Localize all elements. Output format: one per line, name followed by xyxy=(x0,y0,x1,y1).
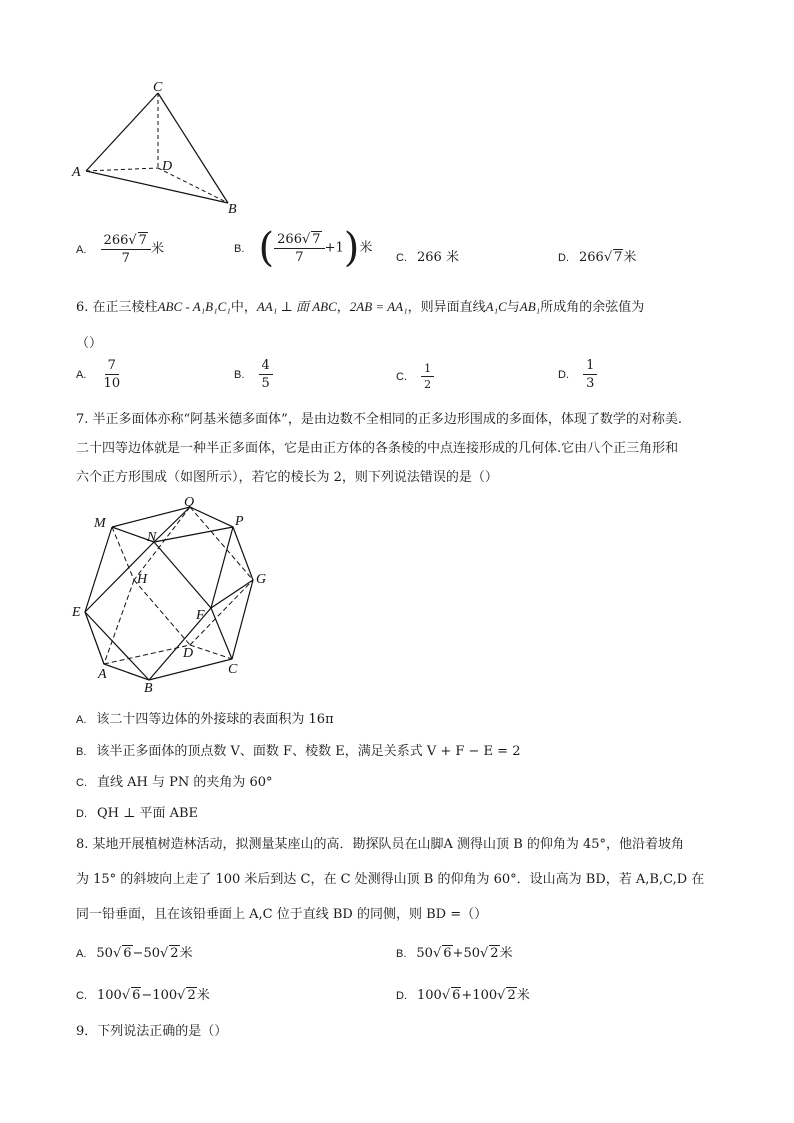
text: ， xyxy=(336,300,350,315)
option-text: 该半正多面体的顶点数 V、面数 F、棱数 E，满足关系式 V + F − E = 2 xyxy=(96,744,521,759)
option-text: 该二十四等边体的外接球的表面积为 16π xyxy=(96,712,334,727)
denominator: 3 xyxy=(586,376,595,391)
fraction xyxy=(259,358,273,391)
q8-stem-line-1: 8. 某地开展植树造林活动，拟测量某座山的高．勘探队员在山脚A 测得山顶 B 的仰角为 45°，他沿着坡角 xyxy=(76,837,685,852)
text: 在正三棱柱 xyxy=(92,300,158,315)
coef-a: 100 xyxy=(417,988,442,1003)
q5-option-a[interactable] xyxy=(76,232,164,266)
fraction xyxy=(101,358,124,391)
coef-b: 50 xyxy=(143,946,160,961)
coef-a: 50 xyxy=(416,946,433,961)
vertex-label-d: D xyxy=(162,159,173,174)
numerator: 4 xyxy=(259,358,273,375)
option-label: A. xyxy=(76,714,87,726)
denominator: 7 xyxy=(121,251,130,266)
option-label: B. xyxy=(76,746,87,758)
option-text: 直线 AH 与 PN 的夹角为 60° xyxy=(97,775,273,790)
prism-name: ABC - A₁B₁C₁ xyxy=(157,299,231,314)
q7-stem-line-2: 二十四等边体就是一种半正多面体，它是由正方体的各条棱的中点连接形成的几何体.它由八个正三角形和 xyxy=(76,441,679,456)
operator: − xyxy=(132,946,144,961)
q5-option-d[interactable] xyxy=(558,246,636,265)
q7-option-a[interactable] xyxy=(76,708,334,727)
coefficient: 266 xyxy=(579,250,604,265)
q6-option-a[interactable] xyxy=(76,358,123,391)
fraction xyxy=(274,231,324,265)
option-label: D. xyxy=(396,990,407,1002)
option-text: 266 米 xyxy=(417,250,459,265)
unit: 米 xyxy=(499,946,513,961)
vertex-label-a: A xyxy=(72,165,81,180)
option-label: C. xyxy=(396,371,407,383)
q6-blank: （） xyxy=(76,336,103,351)
line-ab1: AB₁ xyxy=(519,299,541,314)
unit: 米 xyxy=(359,240,373,256)
edge-cb xyxy=(158,93,228,203)
vertex-label-e: E xyxy=(72,605,81,620)
radicand-1: 6 xyxy=(123,946,132,961)
unit: 米 xyxy=(623,250,637,265)
option-label: A. xyxy=(76,948,87,960)
tetrahedron-figure xyxy=(70,78,250,218)
q6-option-d[interactable] xyxy=(558,358,597,391)
vertex-label-m: M xyxy=(94,516,106,531)
text: 与 xyxy=(506,300,520,315)
option-label: D. xyxy=(558,369,569,381)
q7-option-b[interactable] xyxy=(76,740,520,759)
radicand-1: 6 xyxy=(443,946,452,961)
option-text: QH ⊥ 平面 ABE xyxy=(97,806,199,821)
vertex-label-q: Q xyxy=(184,495,195,510)
option-label: D. xyxy=(558,252,569,264)
radicand-2: 2 xyxy=(187,988,196,1003)
edge-ad xyxy=(86,168,158,171)
operator: + xyxy=(461,988,473,1003)
numerator: 266 xyxy=(103,233,129,248)
option-label: C. xyxy=(76,990,87,1002)
fraction xyxy=(421,362,434,391)
numerator: 1 xyxy=(583,358,597,375)
radicand-2: 2 xyxy=(507,988,516,1003)
cuboctahedron-figure xyxy=(68,495,278,695)
vertex-label-d: D xyxy=(183,646,194,661)
q7-stem-line-1: 7. 半正多面体亦称“阿基米德多面体”，是由边数不全相同的正多边形围成的多面体，体现了数学的对称美. xyxy=(76,412,682,427)
solid-edges xyxy=(85,507,253,680)
denominator: 2 xyxy=(424,378,432,391)
q8-option-b[interactable] xyxy=(396,942,513,961)
vertex-label-b: B xyxy=(228,202,237,217)
fraction xyxy=(583,358,597,391)
fraction xyxy=(101,232,151,266)
operator: − xyxy=(141,988,153,1003)
coef-b: 100 xyxy=(472,988,498,1003)
option-label: B. xyxy=(396,948,407,960)
unit: 米 xyxy=(516,988,530,1003)
unit: 米 xyxy=(150,241,164,257)
radicand-1: 6 xyxy=(452,988,461,1003)
q5-option-c[interactable] xyxy=(396,246,459,265)
denominator: 7 xyxy=(295,250,304,265)
q8-stem-line-2: 为 15° 的斜坡向上走了 100 米后到达 C，在 C 处测得山顶 B 的仰角为 60°．设山高为 BD，若 A,B,C,D 在 xyxy=(76,872,705,887)
q9-stem: 9．下列说法正确的是（） xyxy=(76,1024,228,1039)
q7-option-d[interactable] xyxy=(76,802,198,821)
option-label: C. xyxy=(76,777,87,789)
q6-stem xyxy=(76,296,644,315)
denominator: 5 xyxy=(261,376,270,391)
coef-a: 100 xyxy=(97,988,122,1003)
text: 所成角的余弦值为 xyxy=(540,300,645,315)
option-label: B. xyxy=(234,242,245,255)
condition-1: AA₁ ⊥ 面 ABC xyxy=(256,299,337,314)
vertex-label-n: N xyxy=(147,530,157,545)
edge-ab xyxy=(86,171,228,203)
vertex-label-c: C xyxy=(153,80,163,95)
q8-option-d[interactable] xyxy=(396,984,530,1003)
line-a1c: A₁C xyxy=(485,299,507,314)
coef-b: 100 xyxy=(152,988,178,1003)
denominator: 10 xyxy=(103,376,121,391)
q7-stem-line-3: 六个正方形围成（如图所示），若它的棱长为 2，则下列说法错误的是（） xyxy=(76,470,498,485)
radicand-2: 2 xyxy=(170,946,179,961)
numerator: 266 xyxy=(277,232,302,247)
radicand-1: 6 xyxy=(132,988,141,1003)
option-label: B. xyxy=(234,369,245,381)
vertex-label-a: A xyxy=(98,667,107,682)
coef-b: 50 xyxy=(463,946,480,961)
vertex-label-g: G xyxy=(256,572,267,587)
text: ，则异面直线 xyxy=(407,300,486,315)
vertex-label-f: F xyxy=(196,608,205,623)
edge-ca xyxy=(86,93,158,171)
option-label: C. xyxy=(396,252,407,264)
condition-2: 2AB = AA₁ xyxy=(349,299,408,314)
unit: 米 xyxy=(179,946,193,961)
plus-one: +1 xyxy=(324,240,344,256)
vertex-label-c: C xyxy=(228,662,238,677)
q8-option-a[interactable] xyxy=(76,942,193,961)
option-label: A. xyxy=(76,369,87,381)
unit: 米 xyxy=(196,988,210,1003)
question-number: 6. xyxy=(76,300,89,315)
q6-option-c[interactable] xyxy=(396,362,434,391)
vertex-label-p: P xyxy=(235,514,244,529)
option-label: D. xyxy=(76,808,87,820)
numerator: 1 xyxy=(421,362,434,377)
numerator: 7 xyxy=(105,358,119,375)
vertex-label-b: B xyxy=(144,681,153,695)
q8-option-c[interactable] xyxy=(76,984,210,1003)
hidden-edges xyxy=(85,507,253,664)
radicand: 7 xyxy=(614,250,623,265)
vertex-label-h: H xyxy=(137,572,148,587)
radicand: 7 xyxy=(312,232,321,247)
radicand: 7 xyxy=(138,233,147,248)
q5-option-b[interactable]: B. ( $\frac{266√ 7}{7}$ +1)米 xyxy=(234,228,372,268)
option-label: A. xyxy=(76,243,87,256)
coef-a: 50 xyxy=(96,946,113,961)
operator: + xyxy=(452,946,464,961)
q8-stem-line-3: 同一铅垂面，且在该铅垂面上 A,C 位于直线 BD 的同侧，则 BD =（） xyxy=(76,907,488,922)
text: 中， xyxy=(230,300,257,315)
q7-option-c[interactable] xyxy=(76,771,273,790)
radicand-2: 2 xyxy=(490,946,499,961)
q6-option-b[interactable] xyxy=(234,358,273,391)
